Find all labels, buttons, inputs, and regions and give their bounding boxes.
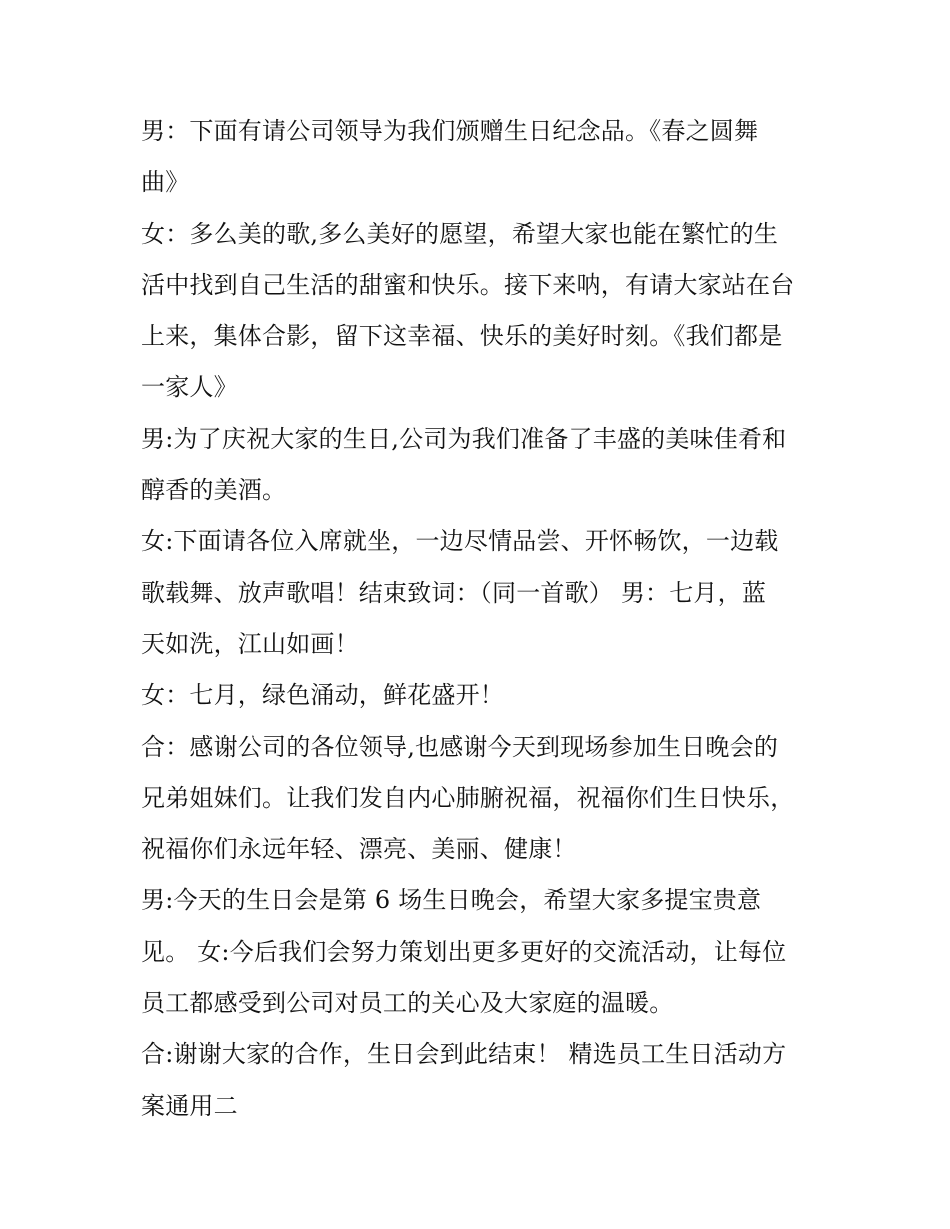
text-line: 男:今天的生日会是第 6 场生日晚会，希望大家多提宝贵意 xyxy=(141,886,762,915)
text-line: 员工都感受到公司对员工的关心及大家庭的温暖。 xyxy=(141,989,674,1018)
text-line: 上来，集体合影，留下这幸福、快乐的美好时刻。《我们都是 xyxy=(141,322,783,351)
text-line: 活中找到自己生活的甜蜜和快乐。接下来呐，有请大家站在台 xyxy=(141,270,795,299)
text-line: 见。 女:今后我们会努力策划出更多更好的交流活动，让每位 xyxy=(141,937,787,966)
text-line: 歌载舞、放声歌唱！结束致词：（同一首歌） 男：七月，蓝 xyxy=(141,578,767,607)
text-line: 兄弟姐妹们。让我们发自内心肺腑祝福，祝福你们生日快乐， xyxy=(141,783,795,812)
text-line: 醇香的美酒。 xyxy=(141,476,287,505)
text-line: 一家人》 xyxy=(141,373,238,402)
text-line: 案通用二 xyxy=(141,1091,238,1120)
text-line: 合：感谢公司的各位领导,也感谢今天到现场参加生日晚会的 xyxy=(141,732,779,761)
text-line: 曲》 xyxy=(141,168,190,197)
text-line: 男:为了庆祝大家的生日,公司为我们准备了丰盛的美味佳肴和 xyxy=(141,424,787,453)
text-line: 女：七月，绿色涌动，鲜花盛开！ xyxy=(141,681,504,710)
script-text-block xyxy=(141,106,821,1132)
text-line: 合:谢谢大家的合作，生日会到此结束！ 精选员工生日活动方 xyxy=(141,1040,787,1069)
text-line: 女：多么美的歌,多么美好的愿望，希望大家也能在繁忙的生 xyxy=(141,219,779,248)
text-line: 男：下面有请公司领导为我们颁赠生日纪念品。《春之圆舞 xyxy=(141,117,759,145)
text-line: 祝福你们永远年轻、漂亮、美丽、健康！ xyxy=(141,835,577,864)
text-line: 天如洗，江山如画！ xyxy=(141,629,359,658)
text-line: 女:下面请各位入席就坐，一边尽情品尝、开怀畅饮，一边载 xyxy=(141,527,779,556)
